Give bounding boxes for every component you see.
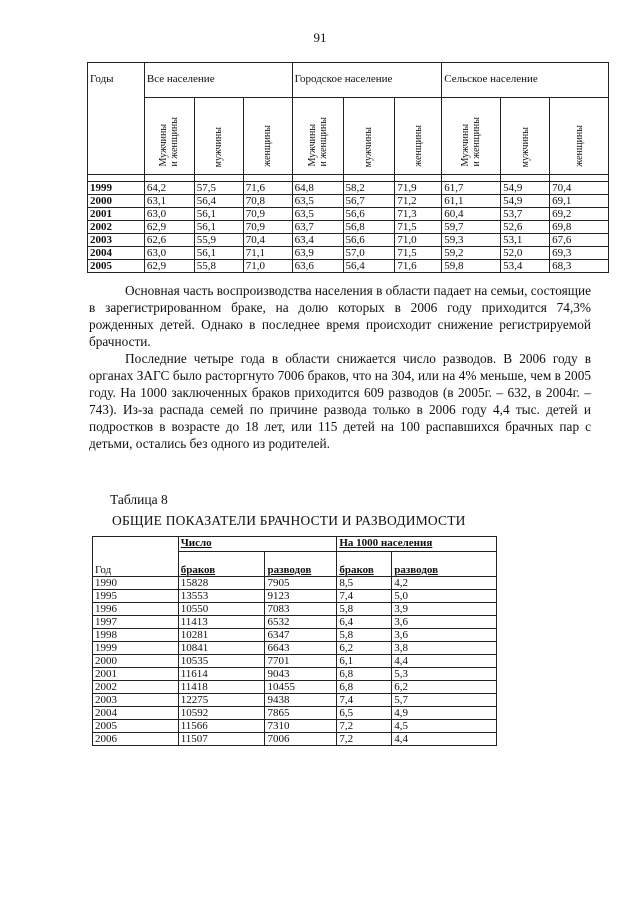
subheader-label: женщины <box>262 125 274 167</box>
value-cell: 56,4 <box>194 195 243 208</box>
value-cell: 71,1 <box>243 247 292 260</box>
year-cell: 1998 <box>93 629 179 642</box>
table-row <box>93 577 497 590</box>
value-cell: 63,5 <box>292 208 343 221</box>
value-cell: 59,7 <box>442 221 501 234</box>
value-cell: 70,4 <box>550 182 609 195</box>
value-cell: 56,6 <box>343 208 395 221</box>
value-cell: 13553 <box>178 590 265 603</box>
value-cell: 59,8 <box>442 260 501 273</box>
value-cell: 10455 <box>265 681 337 694</box>
subheader-cell <box>442 98 501 175</box>
value-cell: 63,6 <box>292 260 343 273</box>
subheader-label: женщины <box>573 125 585 167</box>
year-cell: 2002 <box>93 681 179 694</box>
table-row <box>93 720 497 733</box>
value-cell: 8,5 <box>337 577 392 590</box>
value-cell: 10841 <box>178 642 265 655</box>
table-row <box>93 655 497 668</box>
value-cell: 71,0 <box>395 234 442 247</box>
table-row <box>93 694 497 707</box>
group-header: Сельское население <box>442 63 609 98</box>
value-cell: 4,9 <box>392 707 497 720</box>
value-cell: 10535 <box>178 655 265 668</box>
value-cell: 63,9 <box>292 247 343 260</box>
subheader-label: мужчины <box>213 126 225 167</box>
year-cell: 1990 <box>93 577 179 590</box>
value-cell: 56,8 <box>343 221 395 234</box>
year-cell: 2005 <box>93 720 179 733</box>
value-cell: 4,5 <box>392 720 497 733</box>
value-cell: 57,0 <box>343 247 395 260</box>
group-header: На 1000 населения <box>337 537 497 552</box>
table-row <box>88 182 609 195</box>
table-row <box>93 616 497 629</box>
subheader-label: Мужчины и женщины <box>460 117 483 167</box>
value-cell: 62,9 <box>144 260 194 273</box>
page-number: 91 <box>313 30 327 45</box>
value-cell: 57,5 <box>194 182 243 195</box>
table-row <box>88 195 609 208</box>
value-cell: 68,3 <box>550 260 609 273</box>
value-cell: 7083 <box>265 603 337 616</box>
value-cell: 69,1 <box>550 195 609 208</box>
column-header: разводов <box>392 552 497 577</box>
value-cell: 53,4 <box>501 260 550 273</box>
table-row <box>88 221 609 234</box>
table-row <box>88 208 609 221</box>
value-cell: 55,8 <box>194 260 243 273</box>
year-cell: 2004 <box>88 247 145 260</box>
value-cell: 11413 <box>178 616 265 629</box>
value-cell: 6,2 <box>337 642 392 655</box>
value-cell: 54,9 <box>501 182 550 195</box>
year-cell: 2001 <box>88 208 145 221</box>
value-cell: 52,0 <box>501 247 550 260</box>
value-cell: 11507 <box>178 733 265 746</box>
value-cell: 69,8 <box>550 221 609 234</box>
year-cell: 1997 <box>93 616 179 629</box>
value-cell: 70,4 <box>243 234 292 247</box>
year-cell: 2000 <box>93 655 179 668</box>
year-cell: 2002 <box>88 221 145 234</box>
value-cell: 71,2 <box>395 195 442 208</box>
corner-cell <box>93 537 179 552</box>
value-cell: 63,0 <box>144 208 194 221</box>
value-cell: 10592 <box>178 707 265 720</box>
value-cell: 6347 <box>265 629 337 642</box>
table-row <box>93 668 497 681</box>
value-cell: 7,2 <box>337 733 392 746</box>
value-cell: 6,8 <box>337 681 392 694</box>
subheader-label: Мужчины и женщины <box>306 117 329 167</box>
value-cell: 5,0 <box>392 590 497 603</box>
year-cell: 2001 <box>93 668 179 681</box>
table-row <box>93 642 497 655</box>
value-cell: 4,4 <box>392 655 497 668</box>
year-cell: 1999 <box>93 642 179 655</box>
value-cell: 4,4 <box>392 733 497 746</box>
value-cell: 70,9 <box>243 208 292 221</box>
column-header: браков <box>178 552 265 577</box>
group-header: Все население <box>144 63 292 98</box>
value-cell: 60,4 <box>442 208 501 221</box>
value-cell: 59,3 <box>442 234 501 247</box>
value-cell: 7310 <box>265 720 337 733</box>
value-cell: 3,6 <box>392 629 497 642</box>
value-cell: 11614 <box>178 668 265 681</box>
value-cell: 9438 <box>265 694 337 707</box>
value-cell: 6,2 <box>392 681 497 694</box>
value-cell: 52,6 <box>501 221 550 234</box>
value-cell: 5,7 <box>392 694 497 707</box>
value-cell: 11418 <box>178 681 265 694</box>
value-cell: 71,6 <box>395 260 442 273</box>
value-cell: 56,1 <box>194 247 243 260</box>
value-cell: 67,6 <box>550 234 609 247</box>
table-row <box>93 681 497 694</box>
year-cell: 2005 <box>88 260 145 273</box>
value-cell: 63,4 <box>292 234 343 247</box>
value-cell: 6643 <box>265 642 337 655</box>
value-cell: 69,2 <box>550 208 609 221</box>
value-cell: 61,7 <box>442 182 501 195</box>
year-header: Годы <box>88 63 145 175</box>
year-cell: 1999 <box>88 182 145 195</box>
value-cell: 63,1 <box>144 195 194 208</box>
subheader-cell <box>395 98 442 175</box>
value-cell: 9123 <box>265 590 337 603</box>
value-cell: 56,1 <box>194 208 243 221</box>
value-cell: 6,5 <box>337 707 392 720</box>
paragraph: Последние четыре года в области снижается число разводов. В 2006 году в органах ЗАГС было расторгнуто 7006 браков, что на 304, или на 4% меньше, чем в 2005 году. На 1000 заключенных браков приходится 609 разводов (в 2005г. – 632, в 2004г. – 743). Из-за распада семей по причине развода только в 2006 году 4,4 тыс. детей и подростков в возрасте до 18 лет, или 115 детей на 100 распавшихся брачных пар с детьми, остались без одного из родителей. <box>89 351 591 451</box>
subheader-label: мужчины <box>519 126 531 167</box>
value-cell: 70,9 <box>243 221 292 234</box>
table-row <box>93 629 497 642</box>
subheader-label: Мужчины и женщины <box>158 117 181 167</box>
table-row <box>88 260 609 273</box>
year-cell: 1996 <box>93 603 179 616</box>
value-cell: 5,3 <box>392 668 497 681</box>
value-cell: 63,5 <box>292 195 343 208</box>
year-cell: 2006 <box>93 733 179 746</box>
column-header: браков <box>337 552 392 577</box>
year-cell: 2003 <box>88 234 145 247</box>
value-cell: 5,8 <box>337 629 392 642</box>
table-row <box>88 234 609 247</box>
value-cell: 6,8 <box>337 668 392 681</box>
subheader-cell <box>194 98 243 175</box>
paragraph: Основная часть воспроизводства населения в области падает на семьи, состоящие в зарегистрированном браке, на долю которых в 2006 году приходится 74,3% рожденных детей. Однако в последнее время происходит снижение регистрируемой брачности. <box>89 283 591 349</box>
subheader-cell <box>550 98 609 175</box>
value-cell: 71,5 <box>395 247 442 260</box>
subheader-label: женщины <box>412 125 424 167</box>
table-label: Таблица 8 <box>110 492 168 507</box>
value-cell: 15828 <box>178 577 265 590</box>
value-cell: 56,7 <box>343 195 395 208</box>
value-cell: 70,8 <box>243 195 292 208</box>
value-cell: 62,9 <box>144 221 194 234</box>
year-cell: 1995 <box>93 590 179 603</box>
table-row <box>93 603 497 616</box>
value-cell: 7,4 <box>337 590 392 603</box>
value-cell: 71,0 <box>243 260 292 273</box>
value-cell: 62,6 <box>144 234 194 247</box>
value-cell: 71,3 <box>395 208 442 221</box>
life-expectancy-table <box>87 62 609 273</box>
group-header: Городское население <box>292 63 442 98</box>
value-cell: 71,9 <box>395 182 442 195</box>
value-cell: 63,0 <box>144 247 194 260</box>
value-cell: 7905 <box>265 577 337 590</box>
year-cell: 2000 <box>88 195 145 208</box>
value-cell: 11566 <box>178 720 265 733</box>
value-cell: 56,6 <box>343 234 395 247</box>
value-cell: 6,4 <box>337 616 392 629</box>
value-cell: 4,2 <box>392 577 497 590</box>
value-cell: 58,2 <box>343 182 395 195</box>
value-cell: 3,9 <box>392 603 497 616</box>
value-cell: 59,2 <box>442 247 501 260</box>
subheader-cell <box>343 98 395 175</box>
table-title: ОБЩИЕ ПОКАЗАТЕЛИ БРАЧНОСТИ И РАЗВОДИМОСТИ <box>112 513 466 528</box>
value-cell: 3,8 <box>392 642 497 655</box>
subheader-cell <box>292 98 343 175</box>
value-cell: 71,5 <box>395 221 442 234</box>
value-cell: 7,4 <box>337 694 392 707</box>
value-cell: 69,3 <box>550 247 609 260</box>
table-row <box>88 247 609 260</box>
year-header: Год <box>93 552 179 577</box>
value-cell: 63,7 <box>292 221 343 234</box>
value-cell: 5,8 <box>337 603 392 616</box>
value-cell: 6,1 <box>337 655 392 668</box>
value-cell: 10550 <box>178 603 265 616</box>
value-cell: 9043 <box>265 668 337 681</box>
value-cell: 7,2 <box>337 720 392 733</box>
marriage-divorce-table <box>92 536 497 746</box>
value-cell: 56,4 <box>343 260 395 273</box>
subheader-label: мужчины <box>363 126 375 167</box>
group-header: Число <box>178 537 337 552</box>
value-cell: 71,6 <box>243 182 292 195</box>
value-cell: 10281 <box>178 629 265 642</box>
value-cell: 64,8 <box>292 182 343 195</box>
value-cell: 7701 <box>265 655 337 668</box>
column-header: разводов <box>265 552 337 577</box>
value-cell: 7006 <box>265 733 337 746</box>
year-cell: 2004 <box>93 707 179 720</box>
value-cell: 61,1 <box>442 195 501 208</box>
value-cell: 64,2 <box>144 182 194 195</box>
subheader-cell <box>243 98 292 175</box>
table-row <box>93 590 497 603</box>
value-cell: 7865 <box>265 707 337 720</box>
table-row <box>93 733 497 746</box>
subheader-cell <box>144 98 194 175</box>
subheader-cell <box>501 98 550 175</box>
year-cell: 2003 <box>93 694 179 707</box>
value-cell: 53,7 <box>501 208 550 221</box>
value-cell: 54,9 <box>501 195 550 208</box>
value-cell: 56,1 <box>194 221 243 234</box>
value-cell: 3,6 <box>392 616 497 629</box>
value-cell: 55,9 <box>194 234 243 247</box>
value-cell: 53,1 <box>501 234 550 247</box>
table-row <box>93 707 497 720</box>
value-cell: 12275 <box>178 694 265 707</box>
value-cell: 6532 <box>265 616 337 629</box>
